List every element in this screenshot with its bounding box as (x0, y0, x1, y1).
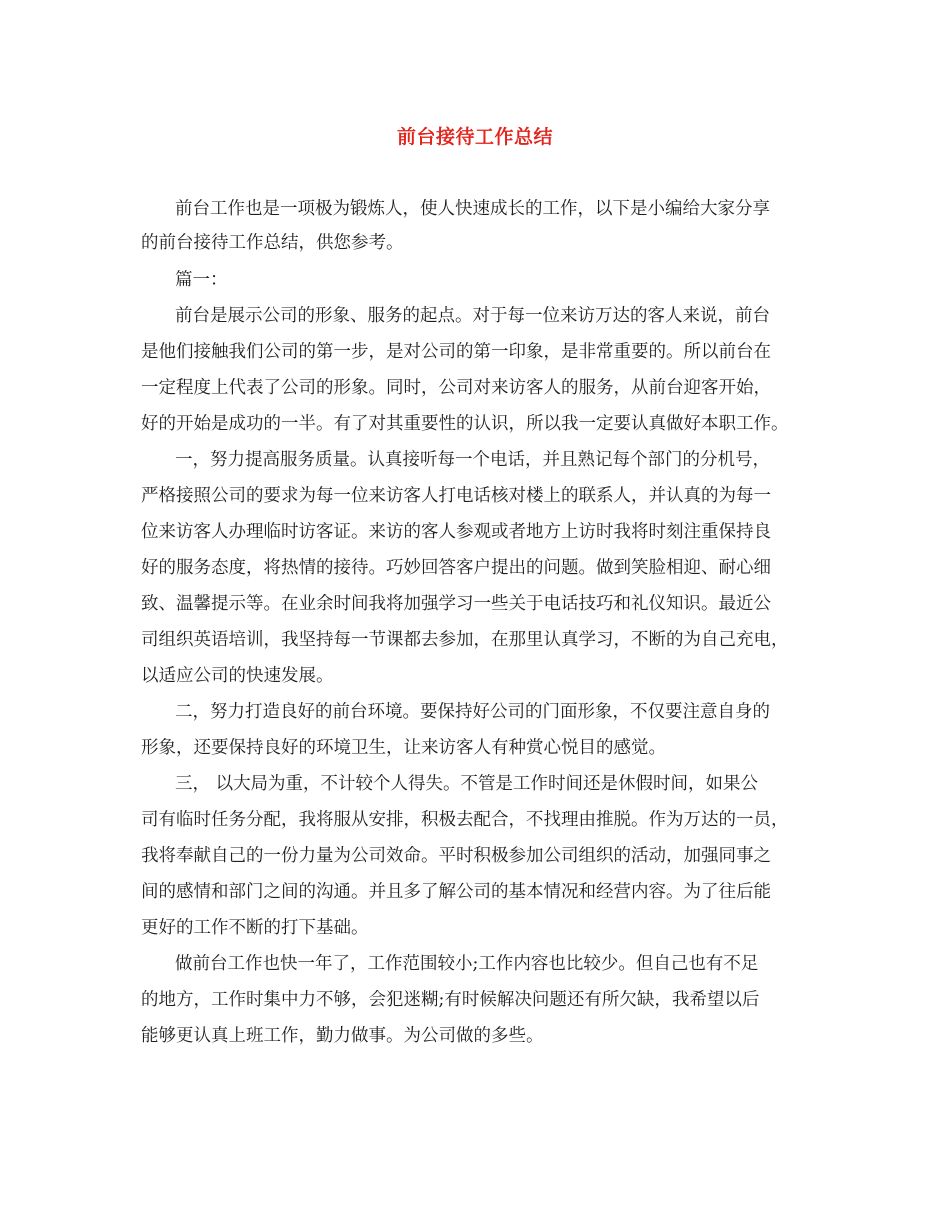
paragraph-line: 做前台工作也快一年了，工作范围较小;工作内容也比较少。但自己也有不足 (175, 954, 759, 974)
paragraph-line: 一定程度上代表了公司的形象。同时，公司对来访客人的服务，从前台迎客开始， (141, 378, 771, 398)
paragraph-line: 致、温馨提示等。在业余时间我将加强学习一些关于电话技巧和礼仪知识。最近公 (141, 594, 771, 614)
paragraph-line: 的地方，工作时集中力不够，会犯迷糊;有时候解决问题还有所欠缺，我希望以后 (141, 990, 760, 1010)
paragraph-line: 间的感情和部门之间的沟通。并且多了解公司的基本情况和经营内容。为了往后能 (141, 882, 771, 902)
paragraph-line: 好的开始是成功的一半。有了对其重要性的认识，所以我一定要认真做好本职工作。 (141, 414, 789, 434)
paragraph-line: 司有临时任务分配，我将服从安排，积极去配合，不找理由推脱。作为万达的一员， (141, 810, 789, 830)
paragraph-line: 是他们接触我们公司的第一步，是对公司的第一印象，是非常重要的。所以前台在 (141, 342, 771, 362)
paragraph-line: 司组织英语培训，我坚持每一节课都去参加，在那里认真学习，不断的为自己充电， (141, 630, 789, 650)
section-heading: 篇一： (175, 270, 228, 290)
paragraph-line: 好的服务态度，将热情的接待。巧妙回答客户提出的问题。做到笑脸相迎、耐心细 (141, 558, 771, 578)
paragraph-line: 一，努力提高服务质量。认真接听每一个电话，并且熟记每个部门的分机号， (175, 450, 770, 470)
paragraph-line: 能够更认真上班工作，勤力做事。为公司做的多些。 (141, 1026, 544, 1046)
document-title: 前台接待工作总结 (396, 126, 553, 148)
paragraph-line: 前台工作也是一项极为锻炼人，使人快速成长的工作，以下是小编给大家分享 (175, 199, 770, 219)
paragraph-line: 位来访客人办理临时访客证。来访的客人参观或者地方上访时我将时刻注重保持良 (141, 522, 771, 542)
paragraph-line: 以适应公司的快速发展。 (141, 666, 334, 686)
paragraph-line: 我将奉献自己的一份力量为公司效命。平时积极参加公司组织的活动，加强同事之 (141, 846, 771, 866)
paragraph-line: 前台是展示公司的形象、服务的起点。对于每一位来访万达的客人来说，前台 (175, 306, 770, 326)
paragraph-line: 二，努力打造良好的前台环境。要保持好公司的门面形象，不仅要注意自身的 (175, 702, 770, 722)
paragraph-line: 严格接照公司的要求为每一位来访客人打电话核对楼上的联系人，并认真的为每一 (141, 486, 771, 506)
paragraph-line: 的前台接待工作总结，供您参考。 (141, 233, 404, 253)
paragraph-line: 形象，还要保持良好的环境卫生，让来访客人有种赏心悦目的感觉。 (141, 738, 666, 758)
paragraph-line: 更好的工作不断的打下基础。 (141, 918, 369, 938)
paragraph-line: 三， 以大局为重，不计较个人得失。不管是工作时间还是休假时间，如果公 (175, 774, 759, 794)
